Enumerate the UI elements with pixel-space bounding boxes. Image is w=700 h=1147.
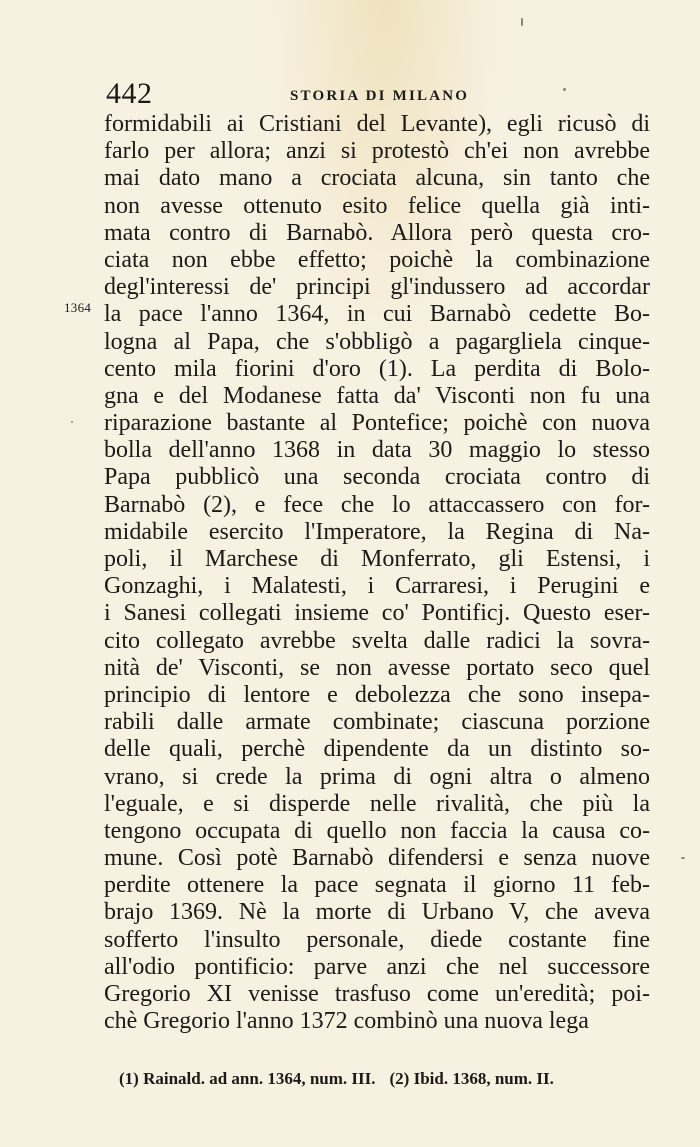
text-line: perdite ottenere la pace segnata il giorno 11 feb- (104, 872, 650, 899)
text-line: Barnabò (2), e fece che lo attaccassero con for- (104, 491, 650, 518)
text-line: mata contro di Barnabò. Allora però questa cro- (104, 219, 650, 246)
stray-ink-mark (521, 18, 523, 26)
stray-ink-mark (681, 857, 685, 859)
stray-ink-mark (71, 421, 73, 423)
text-line: formidabili ai Cristiani del Levante), egli ricusò di (104, 111, 650, 137)
page-number: 442 (106, 77, 153, 110)
text-line: all'odio pontificio: parve anzi che nel successore (104, 953, 650, 980)
text-line: principio di lentore e debolezza che sono insepa- (104, 681, 650, 708)
text-line: farlo per allora; anzi si protestò ch'ei non avrebbe (104, 138, 650, 165)
text-line: Papa pubblicò una seconda crociata contro di (104, 464, 650, 491)
text-line: poli, il Marchese di Monferrato, gli Estensi, i (104, 546, 650, 572)
text-line: vrano, si crede la prima di ogni altra o almeno (104, 763, 650, 790)
text-line: mai dato mano a crociata alcuna, sin tanto che (104, 165, 650, 192)
text-line: nità de' Visconti, se non avesse portato seco quel (104, 654, 650, 681)
text-line: Gonzaghi, i Malatesti, i Carraresi, i Perugini e (104, 573, 650, 600)
text-line: degl'interessi de' principi gl'indussero ad accordar (104, 274, 650, 301)
footnote: (1) Rainald. ad ann. 1364, num. III. (119, 1069, 376, 1088)
running-title: STORIA DI MILANO (290, 88, 470, 104)
text-line: Gregorio XI venisse trasfuso come un'eredità; poi- (104, 981, 650, 1007)
body-text (104, 111, 650, 1035)
text-line: cito collegato avrebbe svelta dalle radici la sovra- (104, 627, 650, 654)
text-line: mune. Così potè Barnabò difendersi e senza nuove (104, 845, 650, 872)
text-line: midabile esercito l'Imperatore, la Regina di Na- (104, 518, 650, 545)
text-line: rabili dalle armate combinate; ciascuna porzione (104, 709, 650, 736)
text-line: riparazione bastante al Pontefice; poichè con nuova (104, 410, 650, 437)
text-line: sofferto l'insulto personale, diede costante fine (104, 926, 650, 953)
footnote: (2) Ibid. 1368, num. II. (389, 1069, 554, 1088)
text-line: non avesse ottenuto esito felice quella già inti- (104, 192, 650, 219)
text-line: cento mila fiorini d'oro (1). La perdita di Bolo- (104, 355, 650, 382)
text-line: brajo 1369. Nè la morte di Urbano V, che aveva (104, 899, 650, 926)
text-line: gna e del Modanese fatta da' Visconti non fu una (104, 382, 650, 409)
text-line: la pace l'anno 1364, in cui Barnabò cedette Bo- (104, 301, 650, 328)
text-line: l'eguale, e si disperde nelle rivalità, che più la (104, 790, 650, 817)
stray-ink-mark (563, 88, 566, 91)
footnotes (119, 1068, 659, 1090)
text-line: tengono occupata di quello non faccia la causa co- (104, 817, 650, 844)
text-line: ciata non ebbe effetto; poichè la combinazione (104, 246, 650, 273)
text-line: logna al Papa, che s'obbligò a pagargliela cinque- (104, 328, 650, 355)
text-line: bolla dell'anno 1368 in data 30 maggio lo stesso (104, 437, 650, 464)
margin-year-note: 1364 (64, 300, 92, 315)
text-line: i Sanesi collegati insieme co' Pontificj. Questo eser- (104, 600, 650, 627)
text-line: chè Gregorio l'anno 1372 combinò una nuova lega (104, 1008, 589, 1035)
page-header (106, 78, 650, 110)
text-line: delle quali, perchè dipendente da un distinto so- (104, 736, 650, 763)
